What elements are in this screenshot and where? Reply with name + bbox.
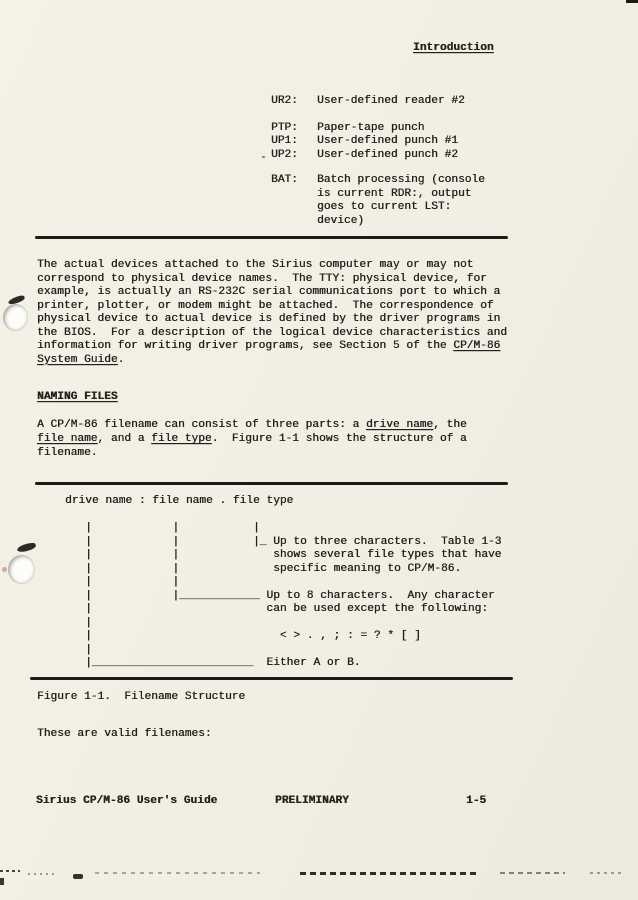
figure-line: drive name : file name . file type: [65, 495, 294, 507]
body-line: [37, 418, 467, 432]
device-row-bat: [271, 174, 485, 228]
body-line: [37, 340, 507, 354]
device-desc-line: is current RDR:, output: [317, 187, 472, 200]
hole-punch: [8, 555, 35, 584]
device-abbr: UP2:: [271, 148, 298, 161]
figure-line: | |: [65, 576, 180, 588]
body-line: printer, plotter, or modem might be attached. The correspondence of: [37, 299, 494, 312]
body-line: filename.: [37, 447, 98, 459]
device-abbr: UR2:: [271, 95, 298, 107]
horizontal-rule: [35, 482, 508, 485]
device-table: [271, 95, 485, 228]
figure-line: | | shows several file types that have: [65, 549, 502, 561]
body-text: . Figure 1-1 shows the structure of a: [211, 433, 467, 445]
figure-line: | < > . , ; : = ? * [ ]: [65, 630, 421, 642]
footer-document-title: Sirius CP/M-86 User's Guide: [36, 795, 218, 807]
blank-line: [271, 162, 485, 174]
figure-line: | | |: [65, 522, 260, 534]
body-text: , the: [433, 419, 467, 431]
paper-blemish: [2, 567, 7, 572]
footer-preliminary-label: PRELIMINARY: [275, 795, 349, 807]
figure-line: | can be used except the following:: [65, 603, 488, 615]
scan-speck: [262, 156, 265, 158]
device-desc-line: device): [317, 214, 364, 227]
body-line: physical device to actual device is defined by the driver programs in: [37, 313, 501, 325]
scan-noise: [95, 872, 260, 874]
blank-line: [271, 109, 485, 122]
figure-line: |: [65, 616, 92, 629]
scan-noise: [73, 874, 83, 879]
device-desc: Paper-tape punch: [317, 121, 425, 134]
device-row-up1: [271, 135, 485, 149]
figure-line: | | specific meaning to CP/M-86.: [65, 562, 462, 575]
device-row-up2: [271, 149, 485, 163]
scan-edge-mark: [626, 0, 638, 3]
section-heading: NAMING FILES: [37, 391, 118, 403]
device-desc-multiline: [317, 174, 485, 228]
valid-filenames-text: These are valid filenames:: [37, 728, 212, 740]
figure-line: | | |_ Up to three characters. Table 1-3: [65, 535, 502, 548]
filename-paragraph: [37, 418, 467, 460]
page-header-title: Introduction: [413, 42, 494, 54]
figure-caption: Figure 1-1. Filename Structure: [37, 691, 246, 703]
scan-noise: [0, 870, 20, 872]
footer-page-number: 1-5: [466, 795, 487, 807]
body-text: A CP/M-86 filename can consist of three parts: a: [37, 419, 366, 431]
device-abbr: BAT:: [271, 174, 298, 186]
body-text: , and a: [97, 433, 152, 445]
body-line: [37, 354, 507, 368]
device-abbr: UP1:: [271, 135, 298, 147]
scan-noise: [590, 872, 625, 874]
figure-line: | |____________ Up to 8 characters. Any character: [65, 589, 495, 602]
scan-noise: [28, 873, 58, 875]
term-file-name: file name: [37, 433, 98, 445]
ink-smudge: [16, 542, 36, 553]
scan-noise: [300, 872, 480, 875]
scan-noise: [500, 872, 565, 874]
figure-line: [65, 509, 501, 523]
device-desc: User-defined punch #2: [317, 148, 458, 161]
devices-paragraph: [37, 259, 507, 367]
body-line: example, is actually an RS-232C serial communications port to which a: [37, 286, 501, 298]
device-desc: User-defined punch #1: [317, 135, 458, 147]
body-text: information for writing driver programs, see Section 5 of the: [37, 340, 454, 352]
scan-edge-mark: [0, 878, 4, 885]
body-line: The actual devices attached to the Sirius computer may or may not: [37, 259, 474, 271]
horizontal-rule: [30, 677, 513, 680]
device-row-ur2: [271, 95, 485, 109]
hole-punch: [3, 304, 28, 331]
horizontal-rule: [35, 236, 508, 239]
filename-structure-diagram: [65, 495, 501, 671]
book-title-part: CP/M-86: [453, 340, 501, 352]
body-line: [37, 432, 467, 446]
body-line: correspond to physical device names. The TTY: physical device, for: [37, 272, 487, 285]
device-desc: User-defined reader #2: [317, 95, 465, 107]
book-title-part: System Guide: [37, 353, 118, 366]
device-row-ptp: [271, 122, 485, 136]
device-desc-line: Batch processing (console: [317, 174, 485, 186]
term-file-type: file type: [151, 433, 212, 445]
term-drive-name: drive name: [365, 419, 434, 431]
device-desc-line: goes to current LST:: [317, 201, 452, 213]
body-text: .: [117, 353, 125, 366]
figure-line: |________________________ Either A or B.: [65, 657, 361, 669]
body-line: the BIOS. For a description of the logical device characteristics and: [37, 326, 507, 339]
figure-line: |: [65, 643, 92, 656]
device-abbr: PTP:: [271, 121, 298, 134]
